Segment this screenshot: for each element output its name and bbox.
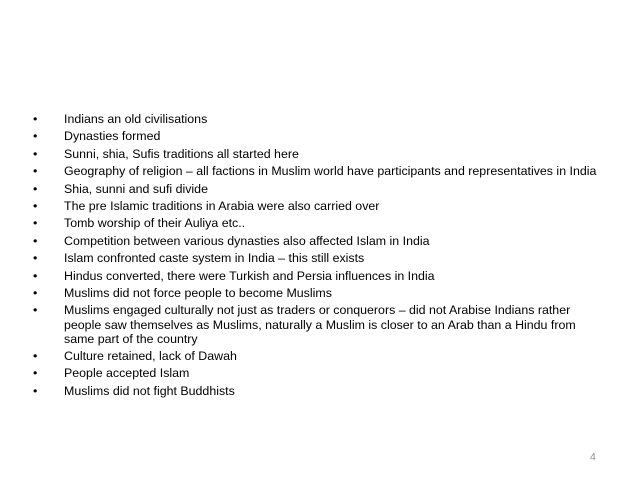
bullet-dot: •	[33, 383, 38, 398]
bullet-dot: •	[33, 146, 38, 161]
bullet-text: The pre Islamic traditions in Arabia were also carried over	[64, 198, 380, 213]
bullet-text: Indians an old civilisations	[64, 112, 208, 126]
bullet-item	[33, 199, 608, 213]
bullet-text: Muslims did not force people to become Muslims	[64, 285, 332, 300]
bullet-text: Muslims did not fight Buddhists	[64, 383, 235, 398]
bullet-item	[33, 129, 608, 143]
bullet-dot: •	[33, 303, 38, 318]
bullet-dot: •	[33, 285, 38, 300]
bullet-item	[33, 251, 608, 265]
bullet-item	[33, 366, 608, 380]
bullet-dot: •	[33, 251, 38, 266]
bullet-dot: •	[33, 181, 38, 196]
bullet-item	[33, 112, 608, 126]
bullet-item	[33, 147, 608, 161]
bullet-text: People accepted Islam	[64, 366, 190, 381]
bullet-text: Hindus converted, there were Turkish and Persia influences in India	[64, 268, 435, 283]
bullet-item	[33, 303, 608, 346]
bullet-item	[33, 286, 608, 300]
bullet-dot: •	[33, 129, 38, 144]
bullet-text: Islam confronted caste system in India – this still exists	[64, 251, 365, 266]
bullet-item	[33, 349, 608, 363]
bullet-text: Dynasties formed	[64, 129, 161, 144]
bullet-text: Culture retained, lack of Dawah	[64, 349, 237, 364]
bullet-text: Sunni, shia, Sufis traditions all started here	[64, 146, 299, 161]
bullet-dot: •	[33, 366, 38, 381]
bullet-item	[33, 182, 608, 196]
page-number: 4	[590, 451, 596, 463]
bullet-item	[33, 216, 608, 230]
bullet-text: Geography of religion – all factions in Muslim world have participants and representatives in India	[64, 164, 597, 179]
bullet-dot: •	[33, 198, 38, 213]
bullet-dot: •	[33, 112, 38, 126]
bullet-text: Tomb worship of their Auliya etc..	[64, 216, 246, 231]
bullet-dot: •	[33, 268, 38, 283]
bullet-item	[33, 164, 608, 178]
bullet-dot: •	[33, 233, 38, 248]
bullet-text: Muslims engaged culturally not just as traders or conquerors – did not Arabise Indians rather people saw themselves as Muslims, naturally a Muslim is closer to an Arab than a Hindu from same part of the country	[64, 303, 576, 346]
bullet-item	[33, 234, 608, 248]
bullet-dot: •	[33, 349, 38, 364]
bullet-text: Shia, sunni and sufi divide	[64, 181, 208, 196]
bullet-item	[33, 384, 608, 398]
bullet-text: Competition between various dynasties also affected Islam in India	[64, 233, 430, 248]
bullet-item	[33, 269, 608, 283]
bullet-dot: •	[33, 216, 38, 231]
bullet-dot: •	[33, 164, 38, 179]
bullet-list	[33, 112, 608, 401]
